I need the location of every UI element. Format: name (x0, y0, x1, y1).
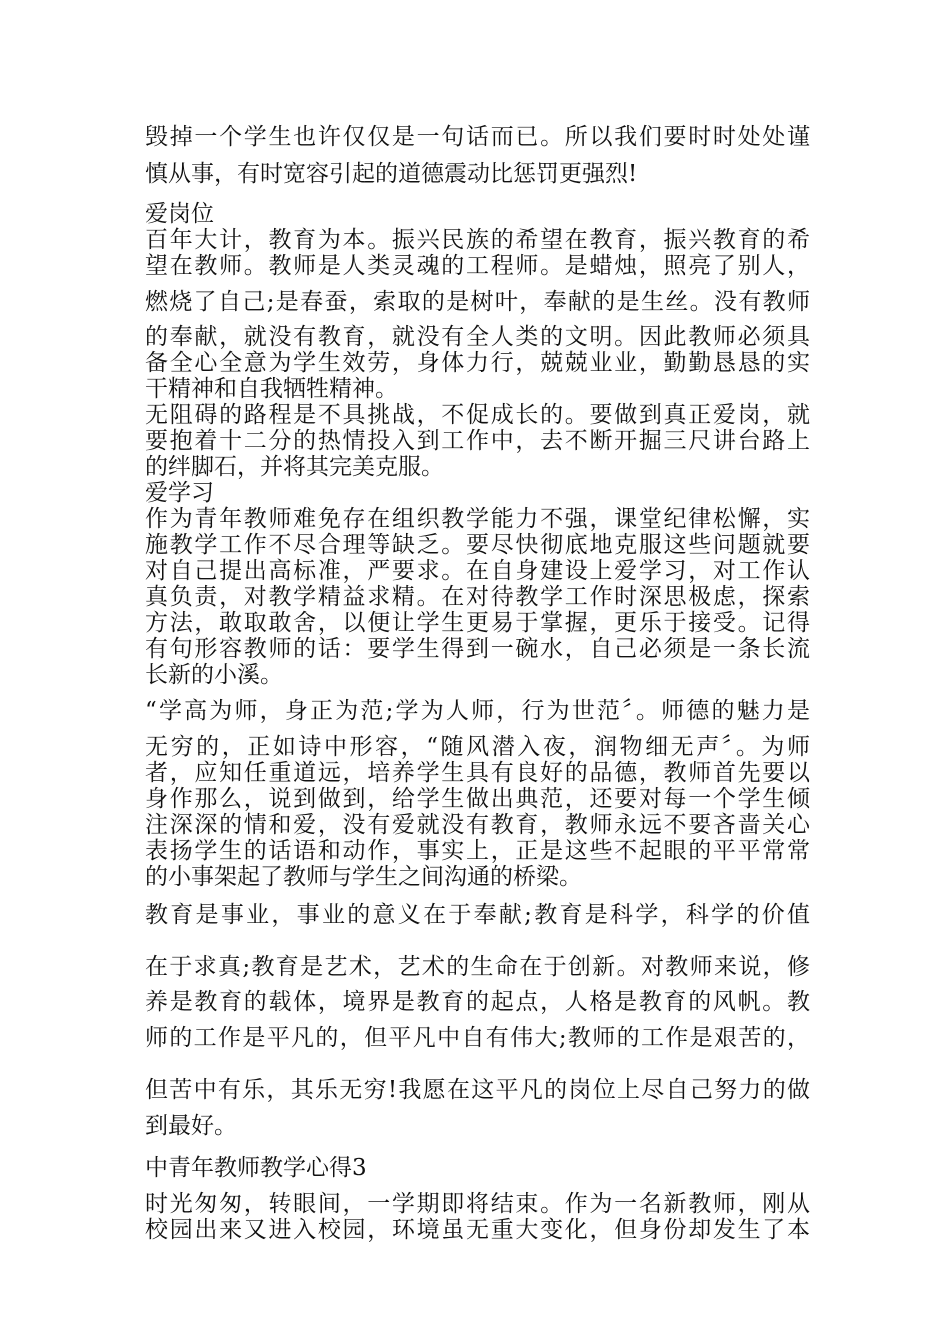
text-line: 教育是事业，事业的意义在于奉献;教育是科学，科学的价值 (145, 902, 810, 928)
section-heading-love-study: 爱学习 (145, 480, 214, 506)
text-line: 作为青年教师难免存在组织教学能力不强，课堂纪律松懈，实 (145, 506, 810, 532)
text-line: 毁掉一个学生也许仅仅是一句话而已。所以我们要时时处处谨 (145, 124, 810, 150)
text-line: 表扬学生的话语和动作，事实上，正是这些不起眼的平平常常 (145, 838, 810, 864)
text-line: 师的工作是平凡的，但平凡中自有伟大;教师的工作是艰苦的， (145, 1025, 810, 1051)
text-line: 望在教师。教师是人类灵魂的工程师。是蜡烛，照亮了别人， (145, 253, 810, 279)
text-line: 方法，敢取敢舍，以便让学生更易于掌握，更乐于接受。记得 (145, 610, 810, 636)
text-line: 的绊脚石，并将其完美克服。 (145, 454, 444, 480)
text-line: 的奉献，就没有教育，就没有全人类的文明。因此教师必须具 (145, 324, 810, 350)
text-line: 身作那么，说到做到，给学生做出典范，还要对每一个学生倾 (145, 786, 810, 812)
text-line: 无穷的，正如诗中形容，“随风潜入夜，润物细无声〞。为师 (145, 734, 810, 760)
text-line: “学高为师，身正为范;学为人师，行为世范〞。师德的魅力是 (145, 698, 810, 724)
section-heading-teaching-notes-3: 中青年教师教学心得3 (145, 1155, 367, 1181)
text-line: 对自己提出高标准，严要求。在自身建设上爱学习，对工作认 (145, 558, 810, 584)
text-line: 备全心全意为学生效劳，身体力行，兢兢业业，勤勤恳恳的实 (145, 350, 810, 376)
text-line: 有句形容教师的话：要学生得到一碗水，自己必须是一条长流 (145, 636, 810, 662)
text-line: 燃烧了自己;是春蚕，索取的是树叶，奉献的是生丝。没有教师 (145, 289, 810, 315)
text-line: 无阻碍的路程是不具挑战，不促成长的。要做到真正爱岗，就 (145, 402, 810, 428)
text-line: 但苦中有乐，其乐无穷!我愿在这平凡的岗位上尽自己努力的做 (145, 1077, 810, 1103)
text-line: 干精神和自我牺牲精神。 (145, 376, 398, 402)
text-line: 者，应知任重道远，培养学生具有良好的品德，教师首先要以 (145, 760, 810, 786)
text-line: 真负责，对教学精益求精。在对待教学工作时深思极虑，探索 (145, 584, 810, 610)
text-line: 养是教育的载体，境界是教育的起点，人格是教育的风帆。教 (145, 989, 810, 1015)
text-line: 在于求真;教育是艺术，艺术的生命在于创新。对教师来说，修 (145, 954, 810, 980)
text-line: 慎从事，有时宽容引起的道德震动比惩罚更强烈! (145, 161, 638, 187)
text-line: 施教学工作不尽合理等缺乏。要尽快彻底地克服这些问题就要 (145, 532, 810, 558)
section-heading-love-post: 爱岗位 (145, 201, 214, 227)
text-line: 校园出来又进入校园，环境虽无重大变化，但身份却发生了本 (145, 1217, 810, 1243)
text-line: 百年大计，教育为本。振兴民族的希望在教育，振兴教育的希 (145, 227, 810, 253)
text-line: 要抱着十二分的热情投入到工作中，去不断开掘三尺讲台路上 (145, 428, 810, 454)
text-line: 时光匆匆，转眼间，一学期即将结束。作为一名新教师，刚从 (145, 1191, 810, 1217)
text-line: 长新的小溪。 (145, 662, 283, 688)
text-line: 到最好。 (145, 1113, 237, 1139)
text-line: 注深深的情和爱，没有爱就没有教育，教师永远不要吝啬关心 (145, 812, 810, 838)
text-line: 的小事架起了教师与学生之间沟通的桥梁。 (145, 864, 582, 890)
